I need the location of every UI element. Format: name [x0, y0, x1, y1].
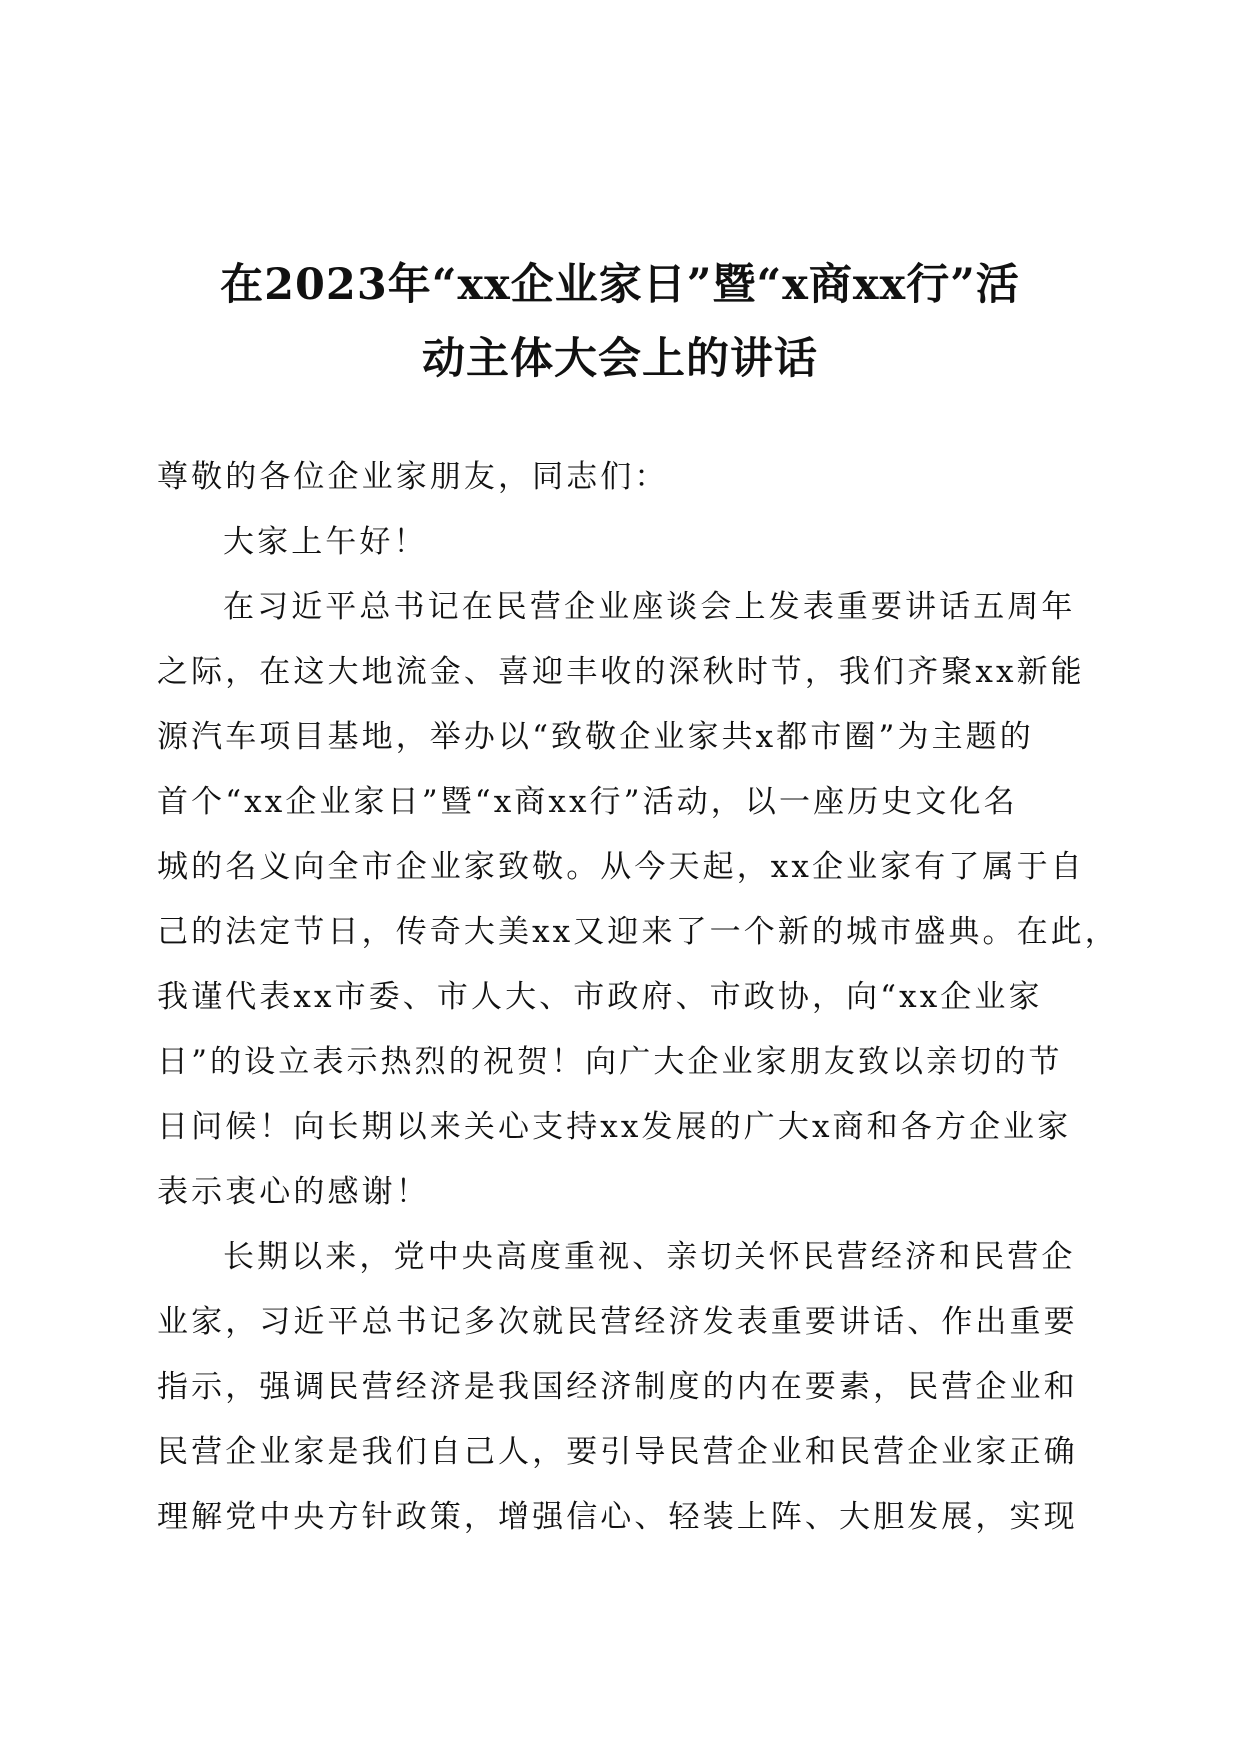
title-line: 动主体大会上的讲话: [422, 334, 818, 384]
title-line: 在2023年“xx企业家日”暨“x商xx行”活: [220, 260, 1020, 310]
salutation: 尊敬的各位企业家朋友，同志们：: [157, 459, 669, 495]
paragraph-line: 长期以来，党中央高度重视、亲切关怀民营经济和民营企: [223, 1239, 1076, 1275]
paragraph-line: 日问候！向长期以来关心支持xx发展的广大x商和各方企业家: [157, 1109, 1072, 1145]
paragraph-line: 城的名义向全市企业家致敬。从今天起，xx企业家有了属于自: [157, 849, 1085, 885]
paragraph-line: 之际，在这大地流金、喜迎丰收的深秋时节，我们齐聚xx新能: [157, 654, 1085, 690]
paragraph-line: 表示衷心的感谢！: [157, 1174, 430, 1210]
paragraph-line: 首个“xx企业家日”暨“x商xx行”活动，以一座历史文化名: [157, 784, 1018, 820]
paragraph-line: 日”的设立表示热烈的祝贺！向广大企业家朋友致以亲切的节: [157, 1044, 1063, 1080]
paragraph-line: 源汽车项目基地，举办以“致敬企业家共x都市圈”为主题的: [157, 719, 1034, 755]
paragraph-line: 己的法定节日，传奇大美xx又迎来了一个新的城市盛典。在此，: [157, 914, 1119, 950]
paragraph-line: 指示，强调民营经济是我国经济制度的内在要素，民营企业和: [157, 1369, 1078, 1405]
paragraph-line: 理解党中央方针政策，增强信心、轻装上阵、大胆发展，实现: [157, 1499, 1078, 1535]
greeting: 大家上午好！: [223, 524, 428, 560]
paragraph-line: 我谨代表xx市委、市人大、市政府、市政协，向“xx企业家: [157, 979, 1043, 1015]
paragraph-line: 民营企业家是我们自己人，要引导民营企业和民营企业家正确: [157, 1434, 1078, 1470]
paragraph-line: 在习近平总书记在民营企业座谈会上发表重要讲话五周年: [223, 589, 1076, 625]
document-title: [130, 248, 1110, 396]
paragraph-line: 业家，习近平总书记多次就民营经济发表重要讲话、作出重要: [157, 1304, 1078, 1340]
document-body: [157, 445, 1119, 1550]
